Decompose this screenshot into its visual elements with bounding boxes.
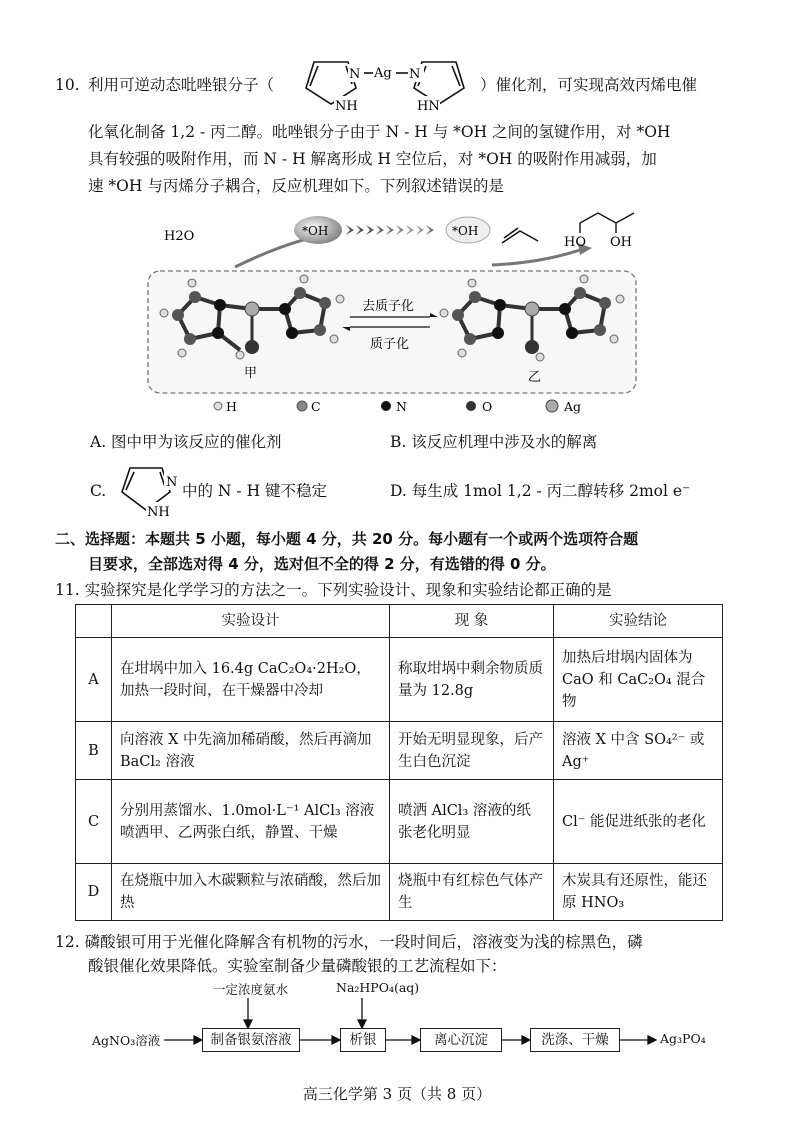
table-header-row bbox=[76, 605, 723, 638]
q10-option-a: A. 图中甲为该反应的催化剂 bbox=[90, 433, 282, 451]
phenomenon-cell: 称取坩埚中剩余物质质量为 12.8g bbox=[390, 638, 554, 722]
q10-option-d: D. 每生成 1mol 1,2 - 丙二醇转移 2mol e⁻ bbox=[390, 482, 691, 500]
row-label: B bbox=[76, 722, 112, 780]
flow-step-wash-dry: 洗涤、干燥 bbox=[530, 1028, 620, 1052]
row-label: D bbox=[76, 864, 112, 921]
q10-option-c-text: 中的 N - H 键不稳定 bbox=[182, 482, 328, 500]
design-cell: 分别用蒸馏水、1.0mol·L⁻¹ AlCl₃ 溶液喷洒甲、乙两张白纸，静置、干燥 bbox=[112, 780, 390, 864]
design-cell: 在坩埚中加入 16.4g CaC₂O₄·2H₂O，加热一段时间，在干燥器中冷却 bbox=[112, 638, 390, 722]
oh-label-right: *OH bbox=[452, 224, 479, 238]
deprotonation-label: 去质子化 bbox=[362, 299, 415, 314]
flow-step-precipitate: 析银 bbox=[340, 1028, 386, 1052]
header-conclusion: 实验结论 bbox=[554, 605, 723, 638]
flow-start: AgNO₃溶液 bbox=[92, 1033, 161, 1048]
q10-stem-part1: 利用可逆动态吡唑银分子（ bbox=[88, 76, 275, 94]
oh-label-left: *OH bbox=[302, 224, 329, 238]
legend-ag: Ag bbox=[564, 399, 582, 414]
row-label: A bbox=[76, 638, 112, 722]
header-phenomenon: 现 象 bbox=[390, 605, 554, 638]
flow-step-centrifuge: 离心沉淀 bbox=[420, 1028, 502, 1052]
pyrazole-structure bbox=[118, 458, 188, 524]
section2-header-line1: 二、选择题：本题共 5 小题，每小题 4 分，共 20 分。每小题有一个或两个选项符合题 bbox=[55, 530, 639, 548]
water-label: H2O bbox=[164, 229, 195, 244]
mol-nh: NH bbox=[335, 99, 358, 114]
conclusion-cell: Cl⁻ 能促进纸张的老化 bbox=[554, 780, 723, 864]
mol-n-left: N bbox=[349, 67, 361, 82]
q10-option-b: B. 该反应机理中涉及水的解离 bbox=[390, 433, 598, 451]
table-row bbox=[76, 638, 723, 722]
phenomenon-cell: 开始无明显现象，后产生白色沉淀 bbox=[390, 722, 554, 780]
q10-stem-line2: 化氧化制备 1,2 - 丙二醇。吡唑银分子由于 N - H 与 *OH 之间的氢键作用，对 *OH bbox=[88, 123, 671, 141]
jia-label: 甲 bbox=[244, 366, 258, 381]
header-design: 实验设计 bbox=[112, 605, 390, 638]
design-cell: 在烧瓶中加入木碳颗粒与浓硝酸，然后加热 bbox=[112, 864, 390, 921]
phenomenon-cell: 喷洒 AlCl₃ 溶液的纸张老化明显 bbox=[390, 780, 554, 864]
protonation-label: 质子化 bbox=[370, 337, 410, 352]
atom-legend bbox=[214, 399, 581, 414]
flow-end: Ag₃PO₄ bbox=[660, 1031, 706, 1046]
page-footer: 高三化学第 3 页（共 8 页） bbox=[302, 1085, 492, 1103]
flow-reagent-ammonia: 一定浓度氨水 bbox=[213, 982, 289, 997]
conclusion-cell: 木炭具有还原性，能还原 HNO₃ bbox=[554, 864, 723, 921]
q10-stem-line4: 速 *OH 与丙烯分子耦合，反应机理如下。下列叙述错误的是 bbox=[88, 177, 504, 195]
phenomenon-cell: 烧瓶中有红棕色气体产生 bbox=[390, 864, 554, 921]
q10-stem-line3: 具有较强的吸附作用，而 N - H 解离形成 H 空位后，对 *OH 的吸附作用减弱，加 bbox=[88, 150, 657, 168]
yi-label: 乙 bbox=[528, 370, 542, 385]
legend-n: N bbox=[396, 399, 407, 414]
pyrazole-silver-structure bbox=[296, 46, 482, 120]
legend-o: O bbox=[482, 399, 493, 414]
row-label: C bbox=[76, 780, 112, 864]
flow-arrows bbox=[90, 994, 730, 1054]
q10-stem-part2: ）催化剂，可实现高效丙烯电催 bbox=[480, 76, 698, 94]
conclusion-cell: 溶液 X 中含 SO₄²⁻ 或 Ag⁺ bbox=[554, 722, 723, 780]
q11-stem: 11. 实验探究是化学学习的方法之一。下列实验设计、现象和实验结论都正确的是 bbox=[55, 581, 612, 599]
section2-header-line2: 目要求，全部选对得 4 分，选对但不全的得 2 分，有选错的得 0 分。 bbox=[88, 555, 556, 573]
legend-h: H bbox=[226, 399, 237, 414]
header-empty bbox=[76, 605, 112, 638]
mol-n-right: N bbox=[409, 67, 421, 82]
design-cell: 向溶液 X 中先滴加稀硝酸，然后再滴加 BaCl₂ 溶液 bbox=[112, 722, 390, 780]
q10-option-c-label: C. bbox=[90, 482, 107, 500]
mol-hn: HN bbox=[417, 99, 440, 114]
q11-experiment-table bbox=[75, 604, 723, 921]
table-row bbox=[76, 864, 723, 921]
reaction-mechanism-figure bbox=[140, 205, 660, 420]
table-row bbox=[76, 780, 723, 864]
q12-stem-line2: 酸银催化效果降低。实验室制备少量磷酸银的工艺流程如下： bbox=[88, 957, 507, 975]
oh-label: OH bbox=[610, 235, 632, 250]
table-row bbox=[76, 722, 723, 780]
ho-label: HO bbox=[564, 235, 586, 250]
conclusion-cell: 加热后坩埚内固体为 CaO 和 CaC₂O₄ 混合物 bbox=[554, 638, 723, 722]
legend-c: C bbox=[311, 399, 321, 414]
pyrazole-n: N bbox=[166, 475, 178, 490]
q12-stem-line1: 12. 磷酸银可用于光催化降解含有机物的污水，一段时间后，溶液变为浅的棕黑色，磷 bbox=[55, 933, 643, 951]
flow-reagent-na2hpo4: Na₂HPO₄(aq) bbox=[336, 980, 420, 995]
flow-step-ammonia-solution: 制备银氨溶液 bbox=[202, 1028, 300, 1052]
mol-ag: Ag bbox=[374, 66, 392, 81]
q10-number: 10. bbox=[55, 76, 80, 94]
pyrazole-nh: NH bbox=[147, 505, 170, 520]
